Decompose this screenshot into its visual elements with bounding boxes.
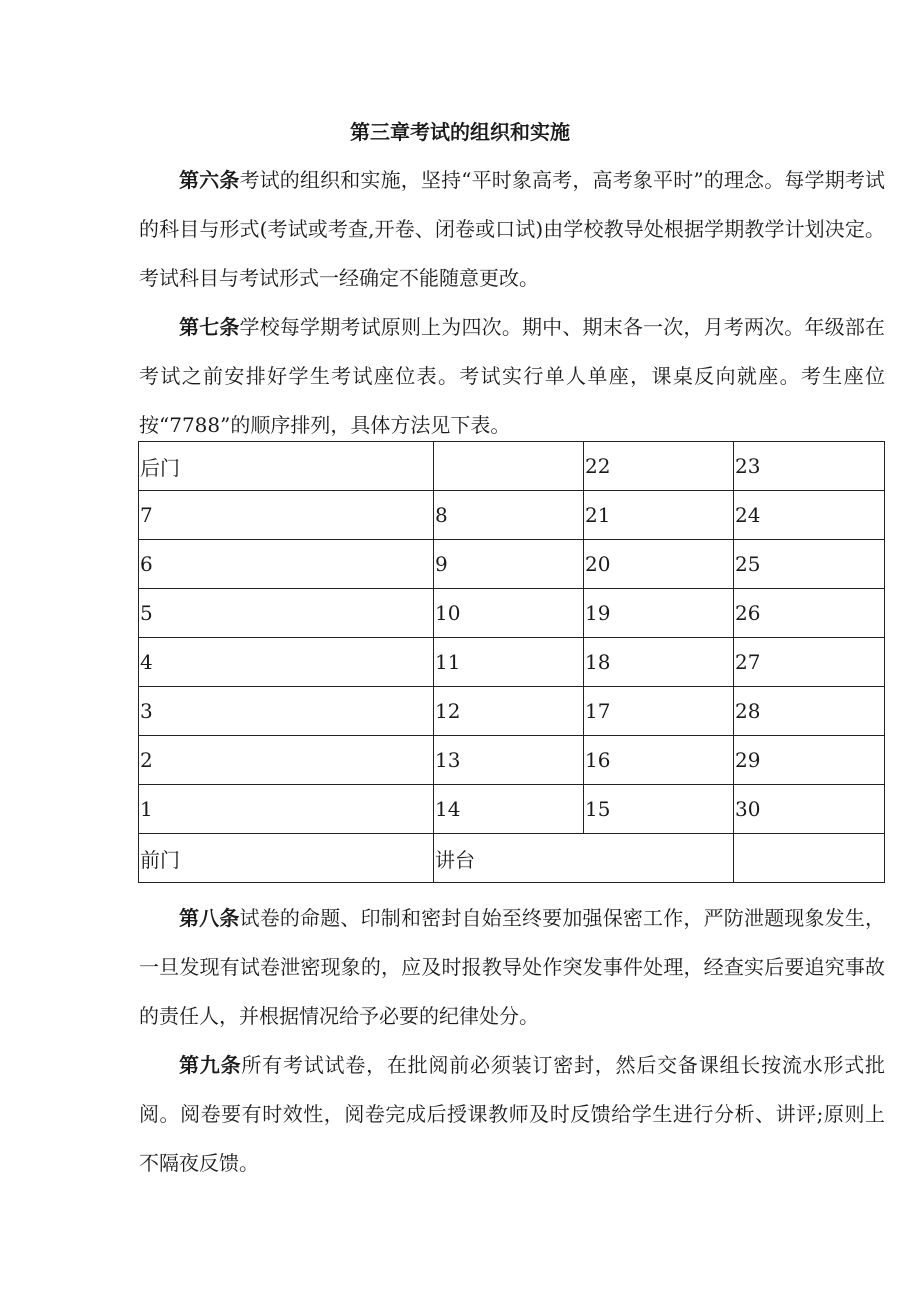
table-cell: 19 — [584, 589, 734, 638]
table-cell — [734, 834, 885, 883]
table-cell: 25 — [734, 540, 885, 589]
table-row — [139, 834, 885, 883]
table-cell: 5 — [139, 589, 434, 638]
seating-table — [138, 441, 885, 883]
table-cell: 16 — [584, 736, 734, 785]
article-8-text: 试卷的命题、印制和密封自始至终要加强保密工作，严防泄题现象发生，一旦发现有试卷泄密现象的，应及时报教导处作突发事件处理，经查实后要追究事故的责任人，并根据情况给予必要的纪律处分。 — [139, 906, 886, 1028]
article-6 — [139, 156, 885, 303]
article-8-label: 第八条 — [179, 906, 240, 930]
table-cell: 22 — [584, 442, 734, 491]
table-cell: 9 — [434, 540, 584, 589]
table-row — [139, 442, 885, 491]
table-cell: 29 — [734, 736, 885, 785]
table-cell: 11 — [434, 638, 584, 687]
table-cell: 7 — [139, 491, 434, 540]
article-8 — [139, 894, 885, 1041]
table-cell: 13 — [434, 736, 584, 785]
table-cell: 21 — [584, 491, 734, 540]
article-7 — [139, 303, 885, 450]
table-cell — [434, 442, 584, 491]
chapter-title: 第三章考试的组织和实施 — [350, 120, 570, 144]
table-cell: 18 — [584, 638, 734, 687]
table-row — [139, 687, 885, 736]
article-9 — [139, 1041, 885, 1188]
table-cell: 30 — [734, 785, 885, 834]
table-cell: 27 — [734, 638, 885, 687]
table-cell: 23 — [734, 442, 885, 491]
table-cell: 6 — [139, 540, 434, 589]
back-door-cell: 后门 — [139, 442, 434, 491]
table-cell: 10 — [434, 589, 584, 638]
table-cell: 4 — [139, 638, 434, 687]
table-cell: 1 — [139, 785, 434, 834]
table-cell: 3 — [139, 687, 434, 736]
table-cell: 24 — [734, 491, 885, 540]
table-cell: 28 — [734, 687, 885, 736]
table-cell: 12 — [434, 687, 584, 736]
article-7-text: 学校每学期考试原则上为四次。期中、期末各一次，月考两次。年级部在考试之前安排好学生考试座位表。考试实行单人单座，课桌反向就座。考生座位按“7788”的顺序排列，具体方法见下表。 — [139, 315, 886, 437]
table-cell: 2 — [139, 736, 434, 785]
table-row — [139, 540, 885, 589]
front-door-cell: 前门 — [139, 834, 434, 883]
table-cell: 8 — [434, 491, 584, 540]
article-9-label: 第九条 — [179, 1053, 242, 1077]
article-7-label: 第七条 — [179, 315, 240, 339]
table-cell: 20 — [584, 540, 734, 589]
table-row — [139, 638, 885, 687]
article-6-text: 考试的组织和实施，坚持“平时象高考，高考象平时”的理念。每学期考试的科目与形式(考试或考查,开卷、闭卷或口试)由学校教导处根据学期教学计划决定。考试科目与考试形式一经确定不能随意更改。 — [139, 168, 886, 290]
article-6-label: 第六条 — [179, 168, 240, 192]
table-row — [139, 589, 885, 638]
table-row — [139, 785, 885, 834]
table-cell: 15 — [584, 785, 734, 834]
article-9-text: 所有考试试卷，在批阅前必须装订密封，然后交备课组长按流水形式批阅。阅卷要有时效性，阅卷完成后授课教师及时反馈给学生进行分析、讲评;原则上不隔夜反馈。 — [139, 1053, 886, 1175]
table-row — [139, 736, 885, 785]
table-cell: 26 — [734, 589, 885, 638]
table-cell: 17 — [584, 687, 734, 736]
podium-cell: 讲台 — [434, 834, 734, 883]
table-cell: 14 — [434, 785, 584, 834]
table-row — [139, 491, 885, 540]
